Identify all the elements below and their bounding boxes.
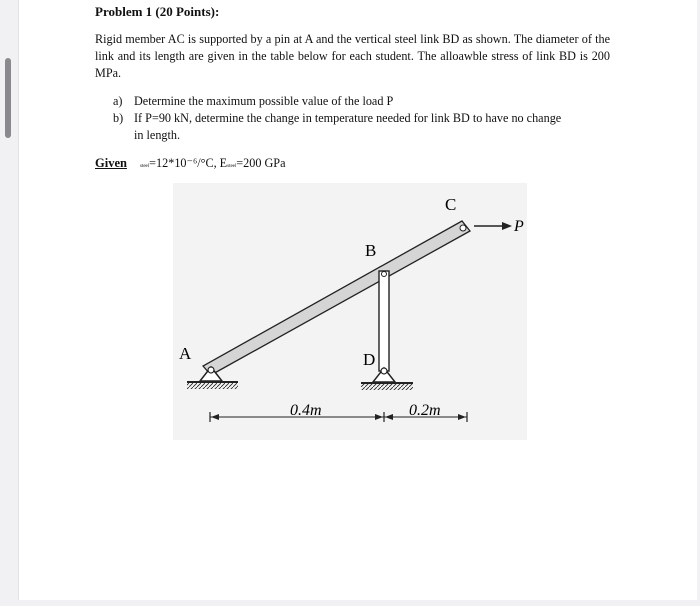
e-subscript: steel <box>227 164 237 169</box>
steel-link-bd <box>379 271 389 371</box>
rigid-member-ac <box>203 221 470 375</box>
part-b <box>113 110 603 127</box>
label-d: D <box>363 350 376 369</box>
label-a: A <box>179 344 192 363</box>
problem-statement: Rigid member AC is supported by a pin at A and the vertical steel link BD as shown. The diameter of the link and its length are given in the table below for each student. The alloawble stress of link BD is 200 MPa. <box>95 32 610 80</box>
load-p-arrow <box>474 222 512 230</box>
e-value: =200 GPa <box>236 156 286 170</box>
label-c: C <box>445 195 457 214</box>
pin-support-a <box>187 367 238 389</box>
point-c-marker <box>460 225 466 231</box>
structure-figure <box>173 183 527 440</box>
label-p: P <box>514 218 524 235</box>
scroll-indicator[interactable] <box>5 58 11 138</box>
label-b: B <box>365 241 377 260</box>
given-label: Given <box>95 156 127 170</box>
part-a-marker: a) <box>113 94 123 108</box>
part-a-text: Determine the maximum possible value of the load P <box>134 94 394 108</box>
pin-support-d <box>361 368 413 390</box>
given-values <box>140 156 286 171</box>
alpha-subscript: steel <box>140 164 150 169</box>
problem-title: Problem 1 (20 Points): <box>95 4 220 19</box>
part-b-text: If P=90 kN, determine the change in temperature needed for link BD to have no change <box>134 111 562 125</box>
part-a <box>113 93 393 110</box>
dimension-0-4m: 0.4m <box>290 402 322 419</box>
part-b-continuation: in length. <box>134 128 181 142</box>
part-b-marker: b) <box>113 111 124 125</box>
dimension-0-2m: 0.2m <box>409 402 441 419</box>
alpha-value: =12*10⁻⁶/°C, E <box>149 156 228 170</box>
structure-diagram <box>173 183 527 440</box>
